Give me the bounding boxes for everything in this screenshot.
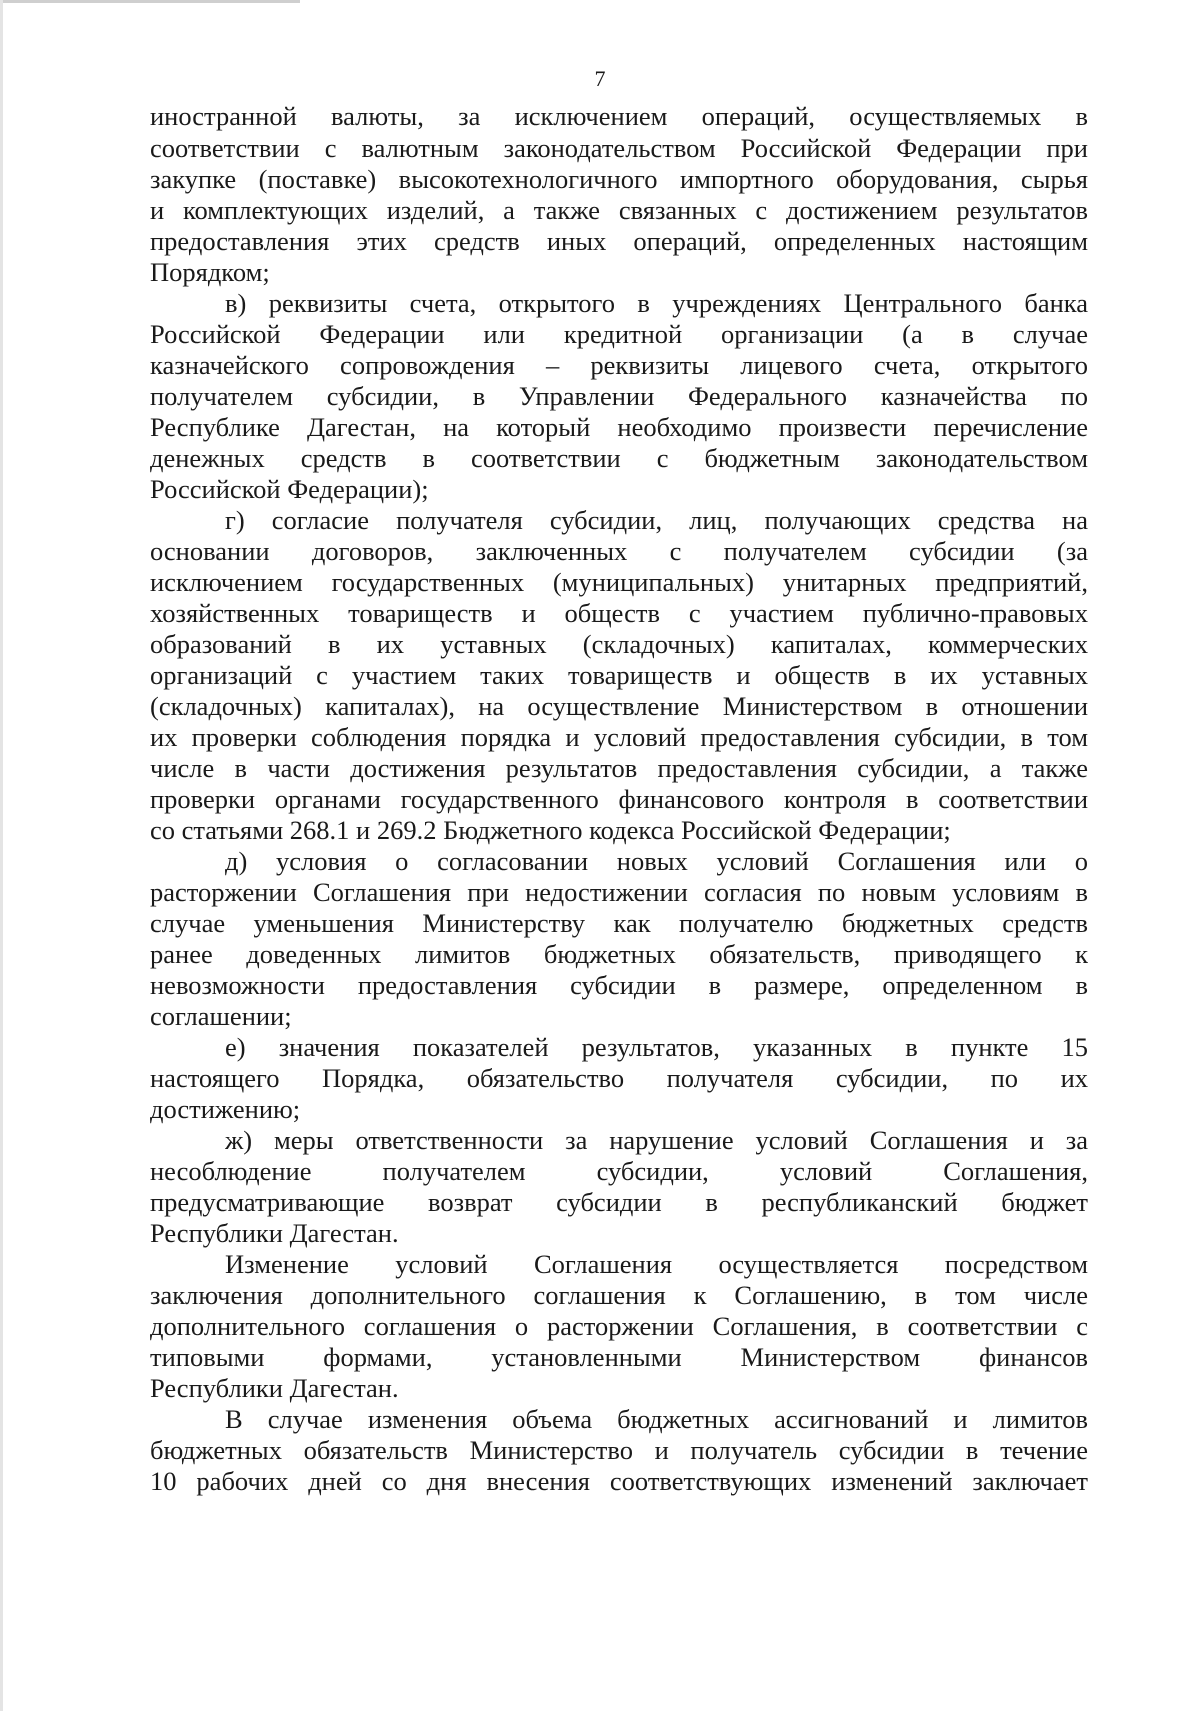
- text-line: проверки органами государственного финансового контроля в соответствии: [150, 784, 1088, 814]
- text-line: случае уменьшения Министерству как получателю бюджетных средств: [150, 908, 1088, 938]
- text-line: организаций с участием таких товариществ и обществ в их уставных: [150, 660, 1088, 690]
- paragraph-start-v: в) реквизиты счета, открытого в учреждениях Центрального банка: [225, 288, 1088, 318]
- text-line: предоставления этих средств иных операций, определенных настоящим: [150, 226, 1088, 256]
- text-line: иностранной валюты, за исключением операций, осуществляемых в: [150, 101, 1088, 131]
- text-line: типовыми формами, установленными Министерством финансов: [150, 1342, 1088, 1372]
- text-line: Республики Дагестан.: [150, 1373, 399, 1403]
- text-line: образований в их уставных (складочных) капиталах, коммерческих: [150, 629, 1088, 659]
- text-line: заключения дополнительного соглашения к Соглашению, в том числе: [150, 1280, 1088, 1310]
- text-line: основании договоров, заключенных с получателем субсидии (за: [150, 536, 1088, 566]
- page-number: 7: [594, 66, 606, 91]
- text-line: дополнительного соглашения о расторжении Соглашения, в соответствии с: [150, 1311, 1088, 1341]
- paragraph-start-e: е) значения показателей результатов, указанных в пункте 15: [225, 1032, 1088, 1062]
- text-line: хозяйственных товариществ и обществ с участием публично-правовых: [150, 598, 1088, 628]
- text-line: (складочных) капиталах), на осуществление Министерством в отношении: [150, 691, 1088, 721]
- text-line: их проверки соблюдения порядка и условий предоставления субсидии, в том: [150, 722, 1088, 752]
- paragraph-start-d: д) условия о согласовании новых условий Соглашения или о: [225, 846, 1088, 876]
- text-line: Республике Дагестан, на который необходимо произвести перечисление: [150, 412, 1088, 442]
- text-line: бюджетных обязательств Министерство и получатель субсидии в течение: [150, 1435, 1088, 1465]
- text-line: расторжении Соглашения при недостижении согласия по новым условиям в: [150, 877, 1088, 907]
- text-line: предусматривающие возврат субсидии в республиканский бюджет: [150, 1187, 1088, 1217]
- text-line: числе в части достижения результатов предоставления субсидии, а также: [150, 753, 1088, 783]
- text-line: ранее доведенных лимитов бюджетных обязательств, приводящего к: [150, 939, 1088, 969]
- scan-edge-left: [0, 0, 3, 1711]
- paragraph-start-g: г) согласие получателя субсидии, лиц, получающих средства на: [225, 505, 1088, 535]
- text-line: получателем субсидии, в Управлении Федерального казначейства по: [150, 381, 1088, 411]
- scan-edge-top: [0, 0, 300, 3]
- paragraph-start-changes: Изменение условий Соглашения осуществляется посредством: [225, 1249, 1088, 1279]
- paragraph-start-budget: В случае изменения объема бюджетных ассигнований и лимитов: [225, 1404, 1088, 1434]
- text-line: соглашении;: [150, 1001, 292, 1031]
- text-line: несоблюдение получателем субсидии, условий Соглашения,: [150, 1156, 1088, 1186]
- text-line: Порядком;: [150, 257, 270, 287]
- text-line: денежных средств в соответствии с бюджетным законодательством: [150, 443, 1088, 473]
- paragraph-start-zh: ж) меры ответственности за нарушение условий Соглашения и за: [225, 1125, 1088, 1155]
- text-line: закупке (поставке) высокотехнологичного импортного оборудования, сырья: [150, 164, 1088, 194]
- text-line: 10 рабочих дней со дня внесения соответствующих изменений заключает: [150, 1466, 1088, 1496]
- text-line: казначейского сопровождения – реквизиты лицевого счета, открытого: [150, 350, 1088, 380]
- text-line: со статьями 268.1 и 269.2 Бюджетного кодекса Российской Федерации;: [150, 815, 951, 845]
- text-line: соответствии с валютным законодательством Российской Федерации при: [150, 133, 1088, 163]
- text-line: достижению;: [150, 1094, 301, 1124]
- text-line: исключением государственных (муниципальных) унитарных предприятий,: [150, 567, 1088, 597]
- text-line: и комплектующих изделий, а также связанных с достижением результатов: [150, 195, 1088, 225]
- text-line: Республики Дагестан.: [150, 1218, 399, 1248]
- text-line: Российской Федерации или кредитной организации (а в случае: [150, 319, 1088, 349]
- text-line: невозможности предоставления субсидии в размере, определенном в: [150, 970, 1088, 1000]
- text-line: настоящего Порядка, обязательство получателя субсидии, по их: [150, 1063, 1088, 1093]
- text-line: Российской Федерации);: [150, 474, 429, 504]
